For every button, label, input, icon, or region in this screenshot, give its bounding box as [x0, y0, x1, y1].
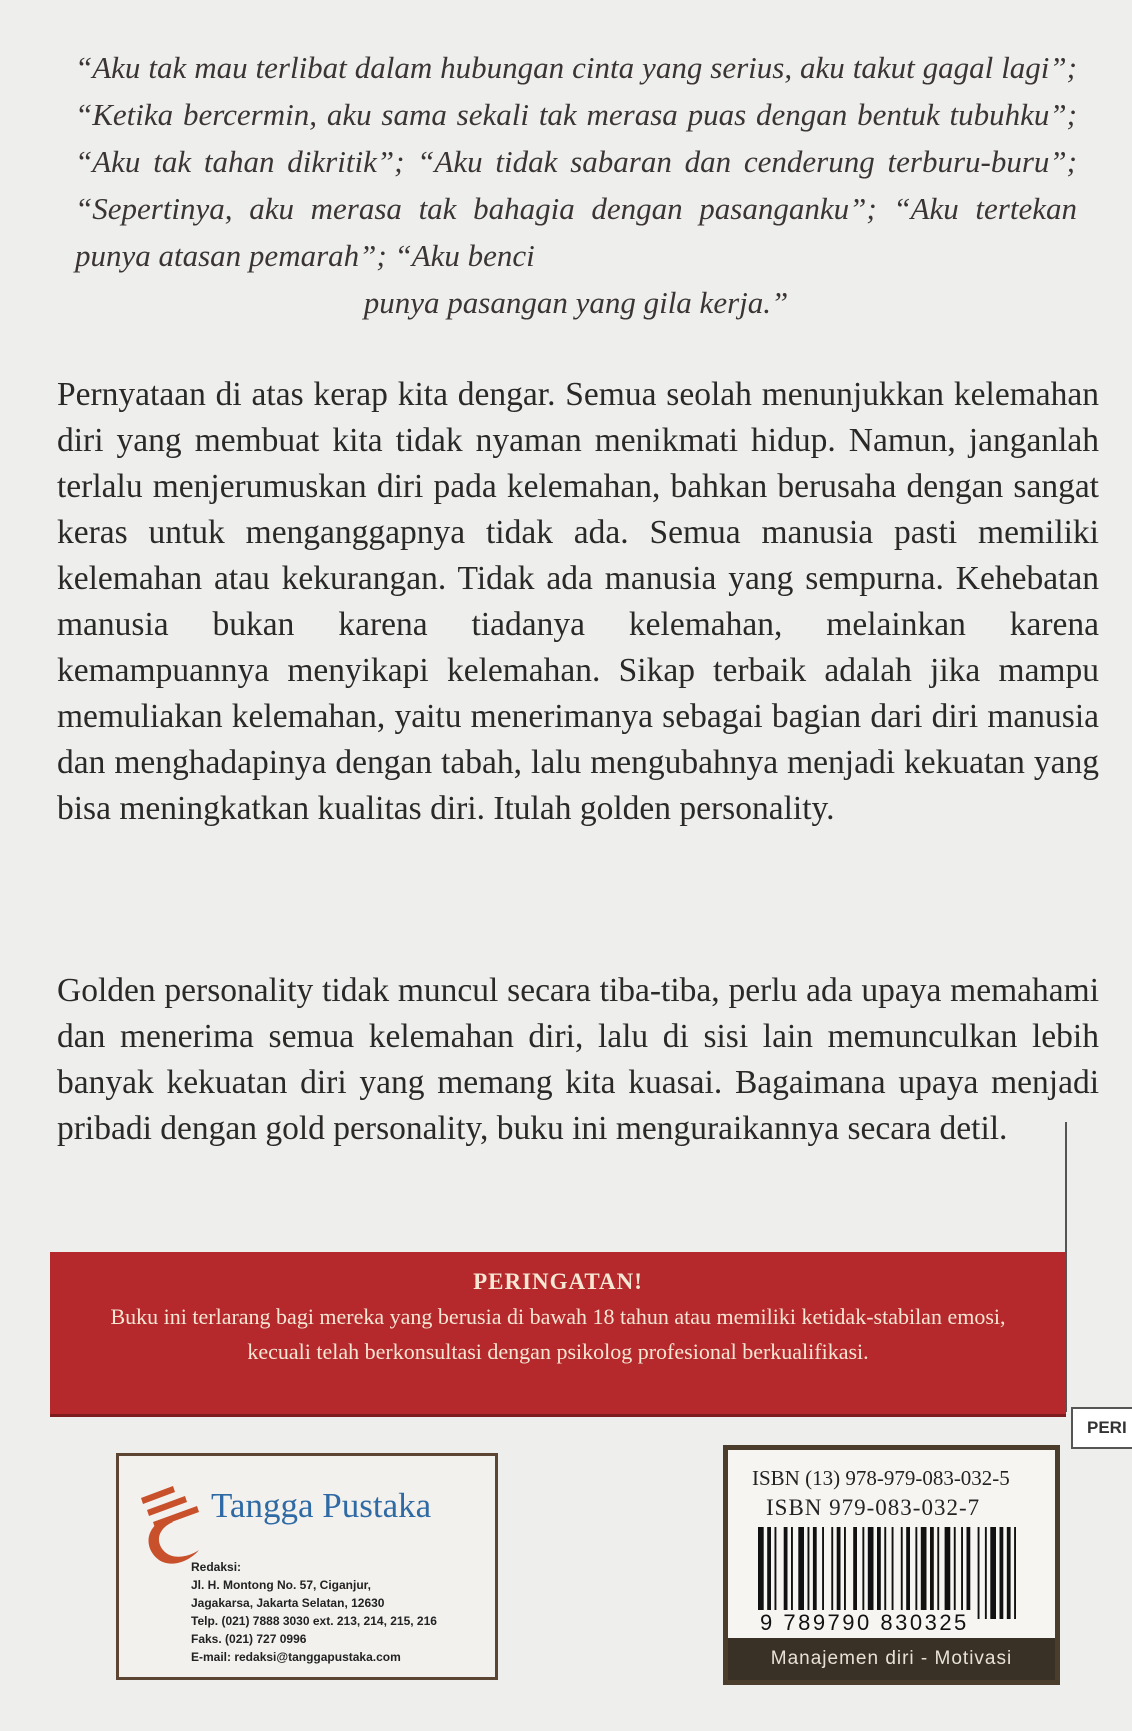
synopsis-paragraph-1: Pernyataan di atas kerap kita dengar. Semua seolah menunjukkan kelemahan diri yang membuat kita tidak nyaman menikmati hidup. Namun, janganlah terlalu menjerumuskan diri pada kelemahan, bahkan berusaha dengan sangat keras untuk menganggapnya tidak ada. Semua manusia pasti memiliki kelemahan atau kekurangan. Tidak ada manusia yang sempurna. Kehebatan manusia bukan karena tiadanya kelemahan, melainkan karena kemampuannya menyikapi kelemahan. Sikap terbaik adalah jika mampu memuliakan kelemahan, yaitu menerimanya sebagai bagian dari diri manusia dan menghadapinya dengan tabah, lalu mengubahnya menjadi kekuatan yang bisa meningkatkan kualitas diri. Itulah golden personality.: [57, 376, 1099, 827]
barcode-digits: 9 789790 830325: [760, 1610, 969, 1635]
warning-banner: [50, 1252, 1066, 1417]
contact-email: E-mail: redaksi@tanggapustaka.com: [191, 1650, 401, 1664]
publisher-box: [116, 1453, 498, 1680]
isbn-13: ISBN (13) 978-979-083-032-5: [752, 1466, 1010, 1490]
publisher-name: Tangga Pustaka: [211, 1486, 432, 1525]
contact-address-2: Jagakarsa, Jakarta Selatan, 12630: [191, 1596, 385, 1610]
contact-address-1: Jl. H. Montong No. 57, Ciganjur,: [191, 1578, 372, 1592]
isbn-10: ISBN 979-083-032-7: [766, 1495, 981, 1520]
contact-fax: Faks. (021) 727 0996: [191, 1632, 307, 1646]
warning-title: PERINGATAN!: [473, 1269, 643, 1294]
isbn-box: [723, 1445, 1060, 1685]
contact-heading: Redaksi:: [191, 1560, 242, 1574]
publisher-contact: [191, 1558, 437, 1666]
back-cover-quote: [75, 44, 1077, 326]
quote-last-line: punya pasangan yang gila kerja.”: [363, 285, 789, 320]
warning-text: Buku ini terlarang bagi mereka yang berusia di bawah 18 tahun atau memiliki ketidak-stabilan emosi, kecuali telah berkonsultasi dengan psikolog profesional berkualifikasi.: [110, 1304, 1006, 1364]
synopsis-paragraph-2: Golden personality tidak muncul secara tiba-tiba, perlu ada upaya memahami dan menerima semua kelemahan diri, lalu di sisi lain memunculkan lebih banyak kekuatan diri yang memang kita kuasai. Bagaimana upaya menjadi pribadi dengan gold personality, buku ini menguraikannya secara detil.: [57, 972, 1099, 1147]
book-category: Manajemen diri - Motivasi: [728, 1638, 1055, 1680]
contact-phone: Telp. (021) 7888 3030 ext. 213, 214, 215, 216: [191, 1614, 437, 1628]
quote-text: “Aku tak mau terlibat dalam hubungan cinta yang serius, aku takut gagal lagi”; “Ketika bercermin, aku sama sekali tak merasa puas dengan bentuk tubuhku”; “Aku tak tahan dikritik”; “Aku tidak sabaran dan cenderung terburu-buru”; “Sepertinya, aku merasa tak bahagia dengan pasanganku”; “Aku tertekan punya atasan pemarah”; “Aku benci: [75, 50, 1077, 273]
price-sticker: PERI: [1071, 1407, 1132, 1449]
